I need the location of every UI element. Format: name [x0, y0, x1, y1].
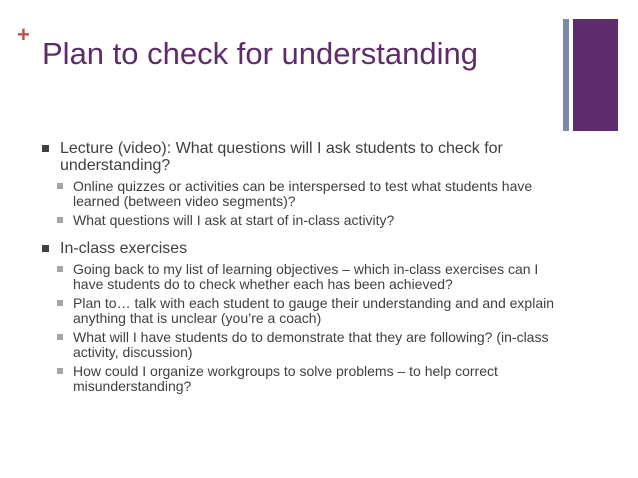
square-bullet-icon — [57, 183, 63, 189]
square-bullet-icon — [57, 334, 63, 340]
sub-bullet-text: Online quizzes or activities can be interspersed to test what students have learned (between video segments)? — [73, 178, 533, 209]
bullet-item — [40, 240, 560, 257]
decorative-block — [573, 19, 618, 131]
square-bullet-icon — [57, 300, 63, 306]
sub-bullet-item — [40, 179, 560, 209]
square-bullet-icon — [57, 368, 63, 374]
sub-bullet-text: Going back to my list of learning objectives – which in-class exercises can I have students do to check whether each has been achieved? — [73, 261, 539, 292]
sub-bullet-item — [40, 262, 560, 292]
square-bullet-icon — [57, 217, 63, 223]
bullet-list — [40, 140, 560, 394]
bullet-text: In-class exercises — [60, 240, 188, 257]
plus-icon: + — [17, 22, 30, 47]
sub-bullet-list — [40, 179, 560, 228]
sub-bullet-item — [40, 364, 560, 394]
square-bullet-icon — [57, 266, 63, 272]
sub-bullet-list — [40, 262, 560, 394]
sub-bullet-text: What questions will I ask at start of in-class activity? — [73, 212, 395, 228]
sub-bullet-text: Plan to… talk with each student to gauge their understanding and and explain anything that is unclear (you’re a coach) — [73, 295, 554, 326]
sub-bullet-text: What will I have students do to demonstrate that they are following? (in-class activity, discussion) — [73, 329, 549, 360]
sub-bullet-item — [40, 213, 560, 228]
square-bullet-icon — [42, 145, 49, 152]
square-bullet-icon — [42, 245, 49, 252]
bullet-item — [40, 140, 560, 174]
sub-bullet-item — [40, 330, 560, 360]
slide-title: Plan to check for understanding — [42, 36, 478, 71]
bullet-text: Lecture (video): What questions will I ask students to check for understanding? — [60, 140, 503, 174]
sub-bullet-item — [40, 296, 560, 326]
decorative-bar — [563, 19, 569, 131]
sub-bullet-text: How could I organize workgroups to solve problems – to help correct misunderstanding? — [73, 363, 498, 394]
